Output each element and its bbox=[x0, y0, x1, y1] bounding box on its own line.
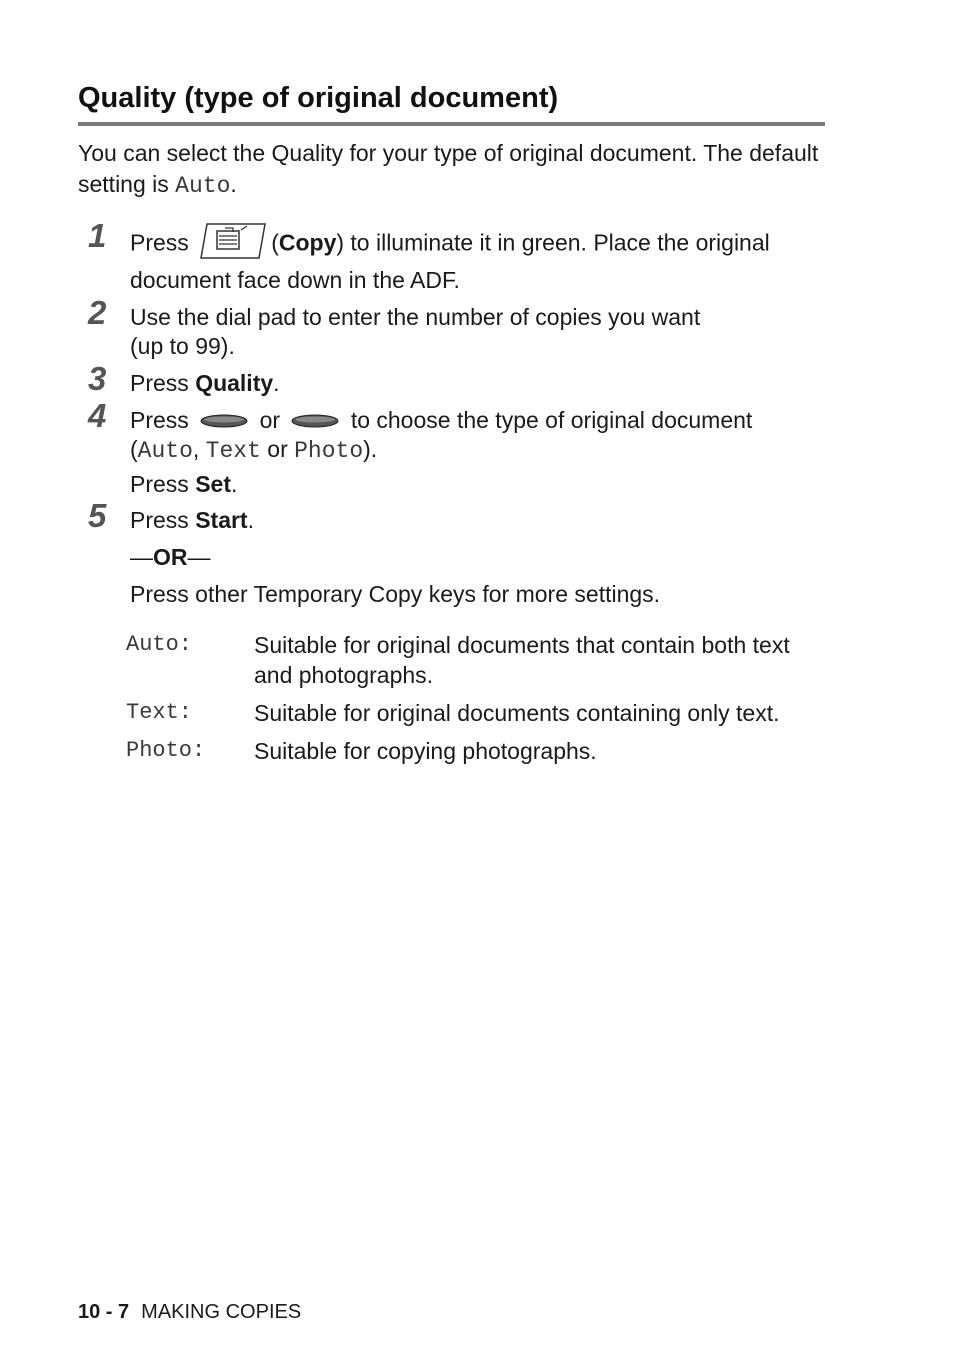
option-photo: Photo bbox=[294, 438, 364, 464]
step-3: Press Quality. bbox=[130, 370, 280, 396]
option-auto: Auto bbox=[137, 438, 193, 464]
default-value: Auto bbox=[175, 173, 231, 199]
set-key-label: Set bbox=[195, 471, 231, 497]
step-2-line-2: (up to 99). bbox=[130, 333, 235, 359]
intro-text: You can select the Quality for your type of original document. The default setting is bbox=[78, 140, 819, 197]
page-footer bbox=[78, 1300, 301, 1324]
copy-key-icon bbox=[199, 222, 267, 267]
step-5: Press Start. bbox=[130, 507, 254, 533]
step-number-1: 1 bbox=[88, 217, 107, 254]
start-key-label: Start bbox=[195, 507, 248, 533]
definition-term: Auto: bbox=[126, 632, 193, 657]
definition-term: Photo: bbox=[126, 738, 206, 763]
option-text: Text bbox=[205, 438, 261, 464]
step-4: Press or to choose the type of original document bbox=[130, 406, 830, 436]
step-number-2: 2 bbox=[88, 294, 107, 331]
step-2: Use the dial pad to enter the number of copies you want bbox=[130, 304, 701, 330]
definition-list bbox=[126, 630, 826, 774]
step-number-3: 3 bbox=[88, 360, 107, 397]
definition-desc: Suitable for original documents containing only text. bbox=[254, 700, 780, 726]
copy-key-label: Copy bbox=[278, 229, 337, 256]
definition-term: Text: bbox=[126, 700, 193, 725]
page-number: 10 - 7 bbox=[78, 1301, 130, 1323]
step-number-4: 4 bbox=[88, 397, 107, 434]
step-4-line-3: Press Set. bbox=[130, 471, 238, 497]
step-1: Press (Copy) to illuminate it in green. Place the original bbox=[130, 222, 830, 267]
quality-key-label: Quality bbox=[195, 370, 274, 396]
definition-row bbox=[126, 698, 826, 728]
step-4-options: (Auto, Text or Photo). bbox=[130, 436, 378, 464]
definition-desc: Suitable for original documents that contain both text and photographs. bbox=[254, 632, 790, 688]
step-number-5: 5 bbox=[88, 497, 107, 534]
step-1-line-2: document face down in the ADF. bbox=[130, 267, 460, 293]
step-5-alternative: Press other Temporary Copy keys for more settings. bbox=[130, 581, 661, 607]
left-arrow-key-icon bbox=[199, 407, 249, 436]
intro-paragraph: You can select the Quality for your type of original document. The default setting is Auto. bbox=[78, 140, 819, 199]
section-title: MAKING COPIES bbox=[141, 1301, 302, 1323]
or-separator: —OR— bbox=[130, 544, 211, 570]
right-arrow-key-icon bbox=[290, 407, 340, 436]
definition-desc: Suitable for copying photographs. bbox=[254, 738, 597, 764]
definition-row bbox=[126, 736, 826, 766]
definition-row bbox=[126, 630, 826, 690]
page-title: Quality (type of original document) bbox=[78, 80, 825, 126]
